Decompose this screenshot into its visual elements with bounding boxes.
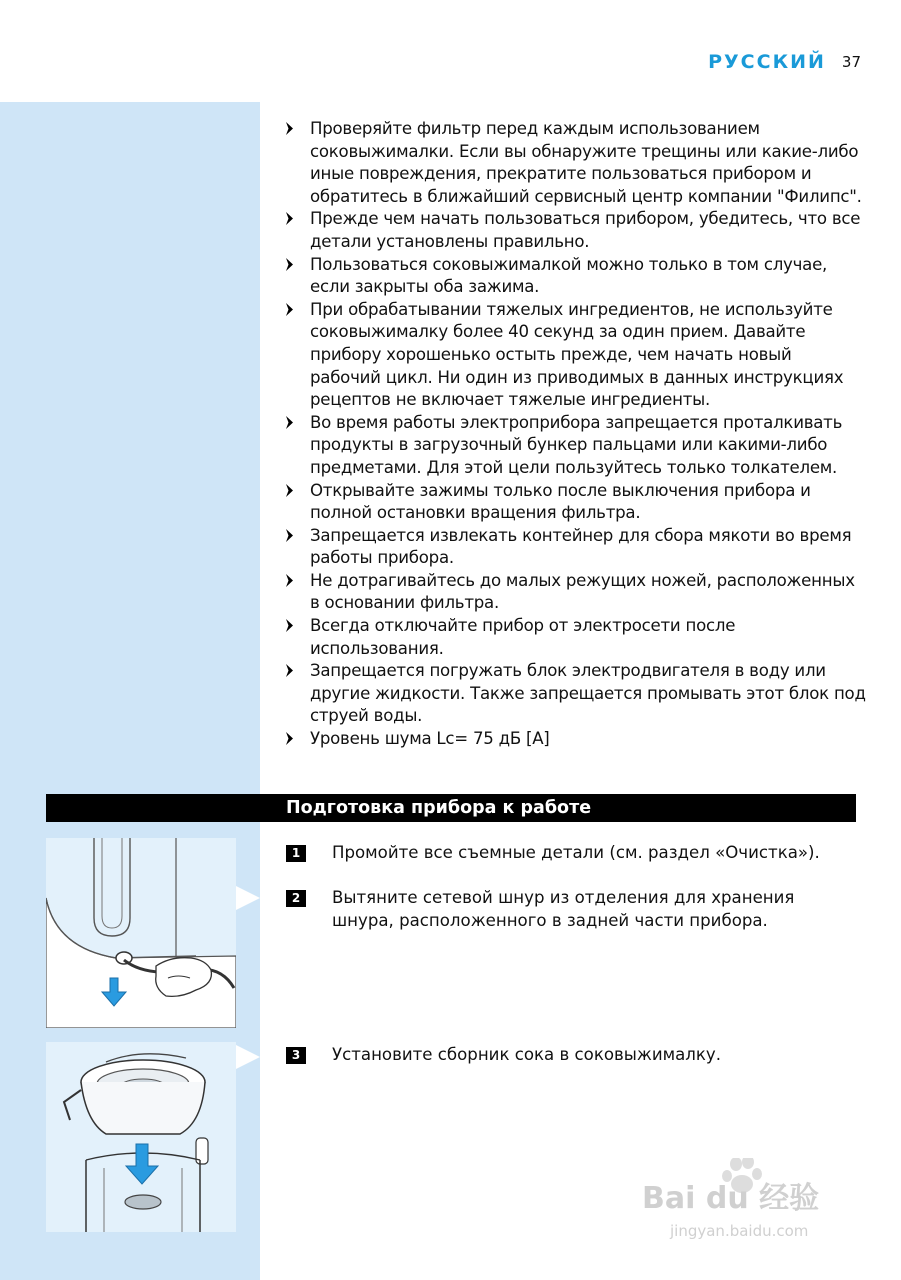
- list-item: [286, 615, 866, 660]
- list-item: [286, 118, 866, 208]
- bullet-text: Прежде чем начать пользоваться прибором, убедитесь, что все детали установлены правильно.: [310, 209, 861, 251]
- bullet-text: При обрабатывании тяжелых ингредиентов, не используйте соковыжималку более 40 секунд за один прием. Давайте прибору хорошенько остыть прежде, чем начать новый рабочий цикл. Ни один из приводимых в данных инструкциях рецептов не включает тяжелые ингредиенты.: [310, 299, 844, 410]
- paw-logo-icon: [640, 1158, 860, 1248]
- bullet-icon: [286, 484, 293, 497]
- bullet-text: Проверяйте фильтр перед каждым использованием соковыжималки. Если вы обнаружите трещины или какие-либо иные повреждения, прекратите пользоваться прибором и обратитесь в ближайший сервисный центр компании "Филипс".: [310, 119, 862, 206]
- step-number-badge: 2: [286, 890, 306, 907]
- bullet-text: Не дотрагивайтесь до малых режущих ножей, расположенных в основании фильтра.: [310, 570, 855, 613]
- bullet-icon: [286, 529, 293, 542]
- watermark-url: jingyan.baidu.com: [670, 1222, 809, 1240]
- step-item: [286, 842, 856, 865]
- list-item: [286, 728, 866, 751]
- bullet-text: Пользоваться соковыжималкой можно только в том случае, если закрыты оба зажима.: [310, 254, 828, 297]
- bullet-icon: [286, 122, 293, 135]
- list-item: [286, 660, 866, 728]
- list-item: [286, 299, 866, 412]
- bullet-icon: [286, 258, 293, 271]
- list-item: [286, 254, 866, 299]
- safety-bullet-list: [286, 118, 866, 751]
- bullet-icon: [286, 574, 293, 587]
- cord-storage-illustration: [46, 838, 236, 1028]
- list-item: [286, 480, 866, 525]
- step-number-badge: 3: [286, 1047, 306, 1064]
- bullet-icon: [286, 303, 293, 316]
- bullet-icon: [286, 416, 293, 429]
- page-number: 37: [841, 53, 861, 71]
- bullet-icon: [286, 664, 293, 677]
- illustration-pointer: [236, 886, 260, 910]
- language-label: РУССКИЙ: [708, 51, 826, 73]
- bullet-icon: [286, 619, 293, 632]
- bullet-text: Запрещается погружать блок электродвигателя в воду или другие жидкости. Также запрещается промывать этот блок под струей воды.: [310, 661, 866, 726]
- step-item: [286, 1044, 856, 1067]
- step-item: [286, 887, 856, 932]
- list-item: [286, 412, 866, 480]
- bullet-text: Запрещается извлекать контейнер для сбора мякоти во время работы прибора.: [310, 525, 852, 568]
- list-item: [286, 525, 866, 570]
- bullet-icon: [286, 732, 293, 745]
- section-title: Подготовка прибора к работе: [286, 798, 592, 818]
- list-item: [286, 570, 866, 615]
- step-text: Установите сборник сока в соковыжималку.: [332, 1045, 722, 1064]
- step-text: Промойте все съемные детали (см. раздел «Очистка»).: [332, 843, 820, 862]
- cord-illustration-drawing: [46, 838, 236, 1028]
- bullet-icon: [286, 212, 293, 225]
- bullet-text: Уровень шума Lc= 75 дБ [A]: [310, 729, 550, 749]
- bullet-text: Во время работы электроприбора запрещается проталкивать продукты в загрузочный бункер пальцами или какими-либо предметами. Для этой цели пользуйтесь только толкателем.: [310, 412, 843, 477]
- section-header-bar: [46, 794, 856, 822]
- juice-collector-illustration: [46, 1042, 236, 1232]
- watermark-brand: Bai du 经验: [642, 1181, 820, 1216]
- bullet-text: Открывайте зажимы только после выключения прибора и полной остановки вращения фильтра.: [310, 480, 811, 523]
- bullet-text: Всегда отключайте прибор от электросети после использования.: [310, 616, 736, 658]
- juicer-illustration-drawing: [46, 1042, 236, 1232]
- step-number-badge: 1: [286, 845, 306, 862]
- list-item: [286, 208, 866, 253]
- baidu-watermark: [640, 1158, 860, 1248]
- page-header: [708, 48, 861, 76]
- step-text: Вытяните сетевой шнур из отделения для хранения шнура, расположенного в задней части прибора.: [332, 888, 795, 930]
- illustration-pointer: [236, 1045, 260, 1069]
